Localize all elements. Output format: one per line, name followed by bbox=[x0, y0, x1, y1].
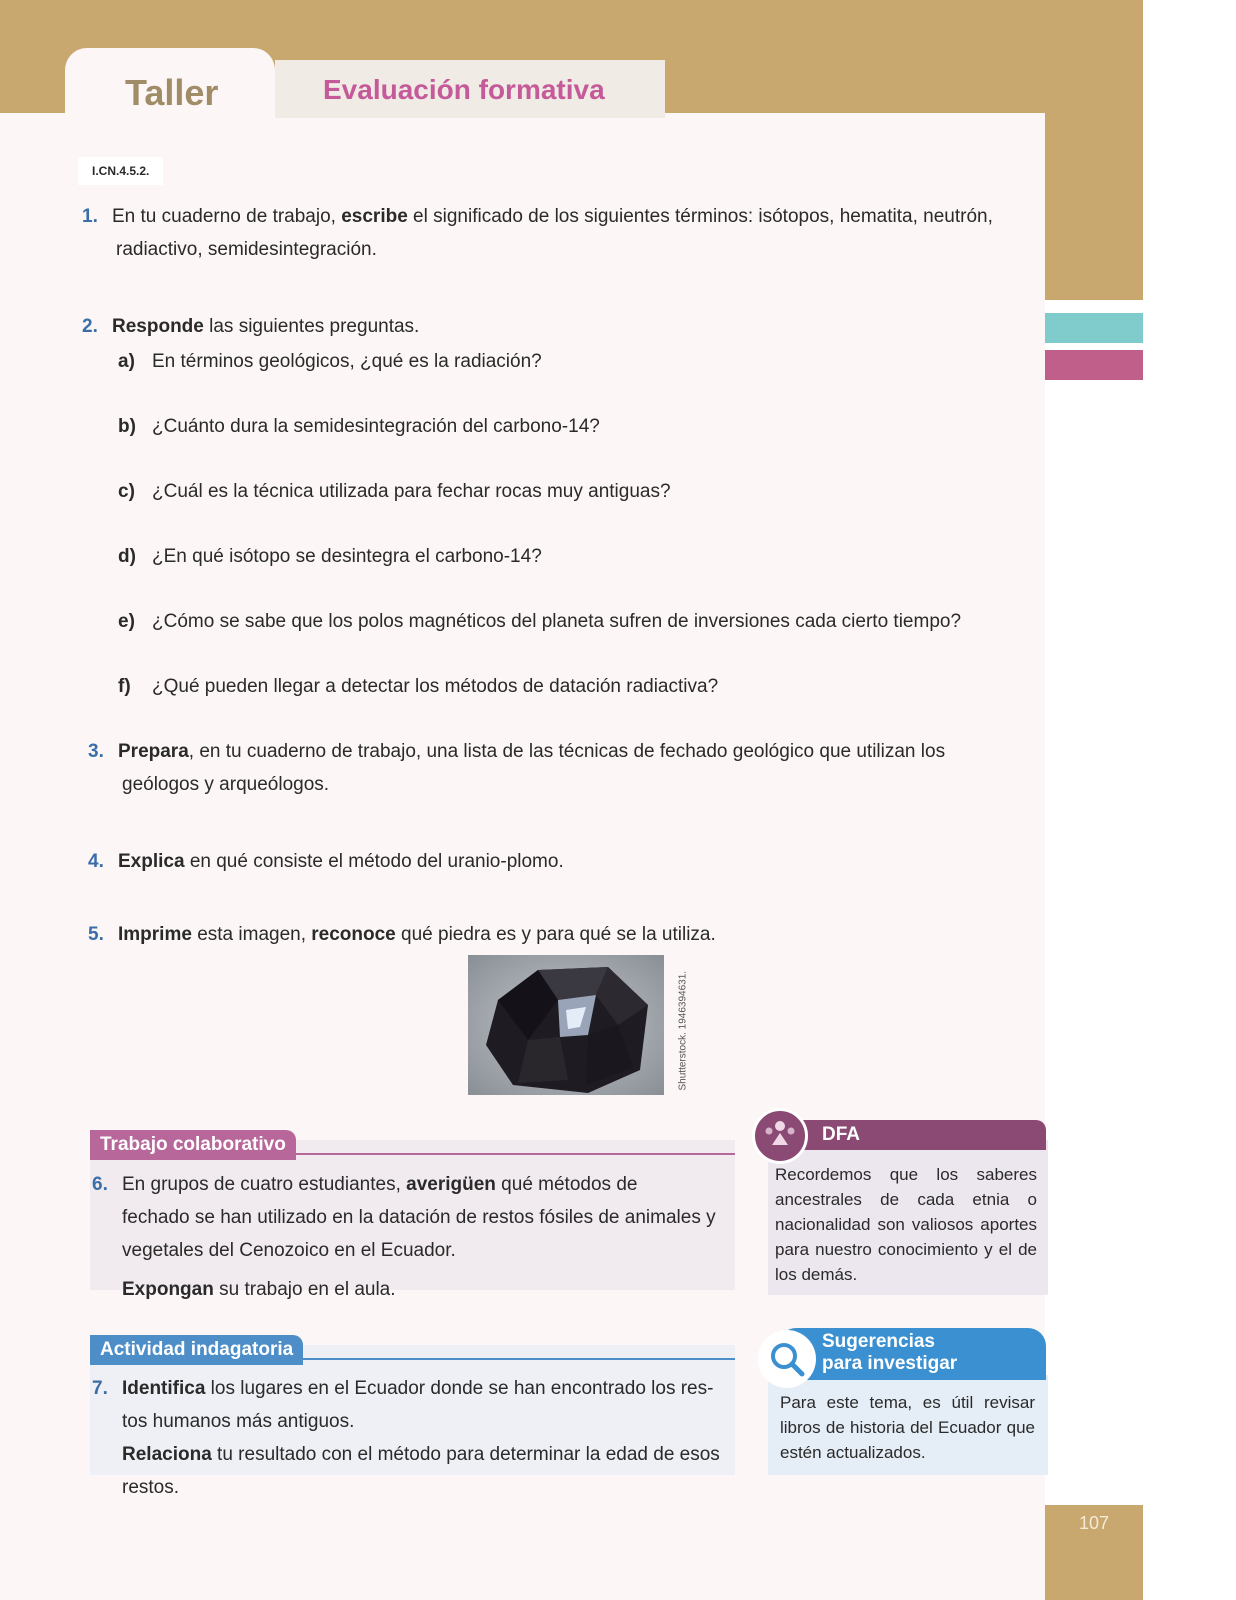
item-letter: a) bbox=[118, 351, 135, 372]
question-1 bbox=[82, 200, 1022, 266]
text: los lugares en el Ecuador donde se han encontrado los res- bbox=[205, 1378, 714, 1399]
text: fechado se han utilizado en la datación de restos fósiles de animales y bbox=[122, 1207, 716, 1228]
item-text: ¿Cuánto dura la semidesintegración del carbono-14? bbox=[152, 416, 600, 437]
question-number: 5. bbox=[88, 924, 104, 945]
text: geólogos y arqueólogos. bbox=[122, 774, 330, 795]
question-6 bbox=[92, 1168, 732, 1307]
dfa-text: Recordemos que los saberes ancestrales de cada etnia o nacionalidad son valiosos aportes para nuestro conocimiento y el de los demás. bbox=[775, 1165, 1037, 1284]
question-4 bbox=[88, 845, 564, 878]
text: las siguientes preguntas. bbox=[203, 316, 420, 337]
question-number: 2. bbox=[82, 316, 98, 337]
item-text: En términos geológicos, ¿qué es la radiación? bbox=[152, 351, 542, 372]
verb: Imprime bbox=[118, 924, 192, 945]
tab-taller-label: Taller bbox=[125, 72, 219, 113]
item-letter: e) bbox=[118, 611, 135, 632]
question-5 bbox=[88, 918, 716, 951]
question-2b bbox=[118, 410, 600, 443]
dfa-title: DFA bbox=[822, 1124, 860, 1145]
verb: Expongan bbox=[122, 1279, 214, 1300]
question-2f bbox=[118, 670, 718, 703]
inquiry-title: Actividad indagatoria bbox=[90, 1335, 303, 1365]
item-text: ¿Qué pueden llegar a detectar los métodos de datación radiactiva? bbox=[152, 676, 719, 697]
dfa-header bbox=[790, 1120, 1046, 1150]
question-7 bbox=[92, 1372, 732, 1504]
search-icon bbox=[758, 1330, 816, 1388]
text: En tu cuaderno de trabajo, bbox=[112, 206, 342, 227]
text: restos. bbox=[122, 1477, 180, 1498]
question-2a bbox=[118, 345, 542, 378]
question-2 bbox=[82, 310, 1022, 343]
photo-credit bbox=[668, 960, 688, 1090]
verb: Identifica bbox=[122, 1378, 206, 1399]
text: tu resultado con el método para determinar la edad de esos bbox=[211, 1444, 720, 1465]
hematite-crystal-image bbox=[468, 955, 664, 1095]
right-margin-band bbox=[1045, 0, 1143, 300]
item-letter: c) bbox=[118, 481, 135, 502]
cyan-stripe bbox=[1045, 313, 1143, 343]
text: , en tu cuaderno de trabajo, una lista de las técnicas de fechado geológico que utilizan los bbox=[188, 741, 946, 762]
suggestions-text: Para este tema, es útil revisar libros de historia del Ecuador que estén actualizados. bbox=[780, 1393, 1035, 1462]
suggestions-title-line1: Sugerencias bbox=[822, 1331, 935, 1352]
item-text: ¿Cómo se sabe que los polos magnéticos del planeta sufren de inversiones cada cierto tiempo? bbox=[152, 611, 962, 632]
item-letter: f) bbox=[118, 676, 131, 697]
question-2e bbox=[118, 605, 1018, 638]
item-text: ¿Cuál es la técnica utilizada para fechar rocas muy antiguas? bbox=[152, 481, 671, 502]
text: el significado de los siguientes términos: isótopos, hematita, neutrón, bbox=[407, 206, 993, 227]
text: qué piedra es y para qué se la utiliza. bbox=[395, 924, 716, 945]
question-number: 3. bbox=[88, 741, 104, 762]
question-number: 7. bbox=[92, 1378, 108, 1399]
tab-taller bbox=[65, 48, 275, 128]
dfa-people-icon bbox=[752, 1108, 808, 1164]
question-number: 4. bbox=[88, 851, 104, 872]
text: En grupos de cuatro estudiantes, bbox=[122, 1174, 407, 1195]
verb: Explica bbox=[118, 851, 185, 872]
text: qué métodos de bbox=[495, 1174, 638, 1195]
tab-evaluacion bbox=[275, 60, 665, 118]
text: su trabajo en el aula. bbox=[213, 1279, 396, 1300]
item-text: ¿En qué isótopo se desintegra el carbono-14? bbox=[152, 546, 542, 567]
verb: Prepara bbox=[118, 741, 189, 762]
page-number: 107 bbox=[1078, 1513, 1110, 1533]
suggestions-header bbox=[778, 1328, 1046, 1380]
collab-title: Trabajo colaborativo bbox=[90, 1130, 296, 1160]
item-letter: b) bbox=[118, 416, 136, 437]
text: vegetales del Cenozoico en el Ecuador. bbox=[122, 1240, 456, 1261]
verb: reconoce bbox=[311, 924, 396, 945]
verb: Responde bbox=[112, 316, 204, 337]
verb: averigüen bbox=[406, 1174, 496, 1195]
text: radiactivo, semidesintegración. bbox=[116, 239, 377, 260]
suggestions-title-line2: para investigar bbox=[822, 1353, 958, 1374]
text: esta imagen, bbox=[191, 924, 312, 945]
mineral-photo bbox=[468, 955, 664, 1095]
question-3 bbox=[88, 735, 1018, 801]
text: en qué consiste el método del uranio-plomo. bbox=[184, 851, 564, 872]
photo-credit-text: Shutterstock. 1946394631. bbox=[677, 970, 689, 1091]
tab-evaluacion-label: Evaluación formativa bbox=[323, 74, 605, 105]
curriculum-code: I.CN.4.5.2. bbox=[78, 157, 163, 185]
magenta-stripe bbox=[1045, 350, 1143, 380]
question-2d bbox=[118, 540, 542, 573]
question-number: 6. bbox=[92, 1174, 108, 1195]
verb: escribe bbox=[341, 206, 408, 227]
item-letter: d) bbox=[118, 546, 136, 567]
verb: Relaciona bbox=[122, 1444, 212, 1465]
text: tos humanos más antiguos. bbox=[122, 1411, 355, 1432]
question-number: 1. bbox=[82, 206, 98, 227]
question-2c bbox=[118, 475, 671, 508]
